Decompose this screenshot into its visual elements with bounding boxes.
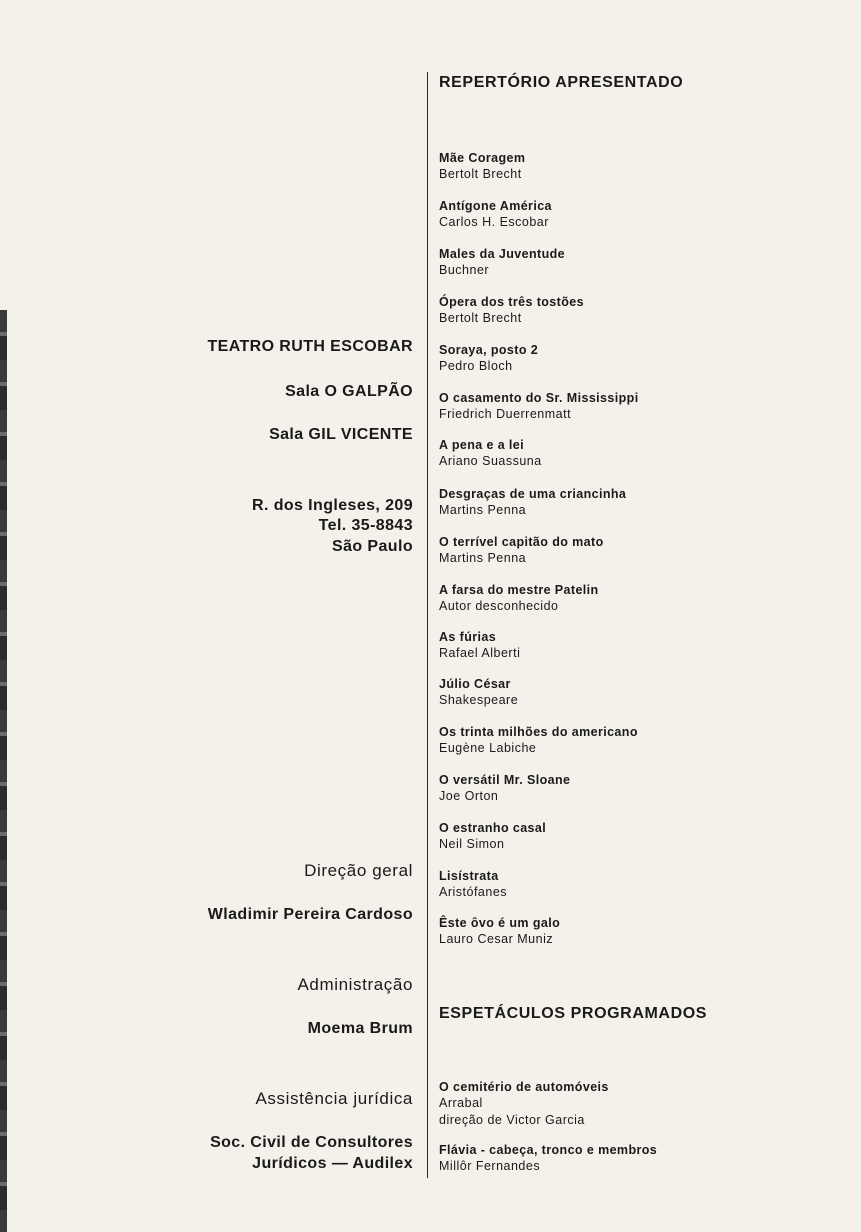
play-author: Pedro Bloch (439, 359, 513, 373)
staff-role: Direção geral (304, 861, 413, 880)
play-title: O versátil Mr. Sloane (439, 773, 571, 787)
play-title: O terrível capitão do mato (439, 535, 604, 549)
binding-edge (0, 310, 7, 1232)
play-author: Millôr Fernandes (439, 1159, 541, 1173)
address-street: R. dos Ingleses, 209 (252, 497, 413, 514)
play-author: Aristófanes (439, 885, 508, 899)
play-title: Êste ôvo é um galo (439, 916, 561, 930)
play-title: A pena e a lei (439, 438, 525, 452)
play-director: direção de Victor Garcia (439, 1113, 585, 1127)
repertoire-heading: REPERTÓRIO APRESENTADO (439, 74, 684, 91)
play-entry (439, 868, 507, 901)
play-entry (439, 342, 538, 375)
play-title: A farsa do mestre Patelin (439, 583, 599, 597)
play-title: O casamento do Sr. Mississippi (439, 391, 639, 405)
play-author: Friedrich Duerrenmatt (439, 407, 572, 421)
play-entry (439, 915, 560, 948)
address-city: São Paulo (332, 538, 413, 555)
play-author: Lauro Cesar Muniz (439, 932, 554, 946)
play-entry (439, 820, 546, 853)
staff-role: Administração (297, 975, 413, 994)
play-title: Júlio César (439, 677, 511, 691)
play-author: Neil Simon (439, 837, 505, 851)
play-entry (439, 294, 584, 327)
play-entry (439, 150, 525, 183)
play-title: Flávia - cabeça, tronco e membros (439, 1143, 658, 1157)
play-entry (439, 246, 565, 279)
play-author: Bertolt Brecht (439, 167, 522, 181)
play-title: Ópera dos três tostões (439, 295, 584, 309)
staff-name: Wladimir Pereira Cardoso (207, 906, 413, 923)
play-entry (439, 486, 626, 519)
staff-name: Jurídicos — Audilex (252, 1155, 413, 1172)
play-author: Martins Penna (439, 503, 527, 517)
play-title: Os trinta milhões do americano (439, 725, 638, 739)
play-author: Eugène Labiche (439, 741, 537, 755)
theatre-name: TEATRO RUTH ESCOBAR (207, 338, 413, 355)
play-author: Ariano Suassuna (439, 454, 542, 468)
play-author: Shakespeare (439, 693, 519, 707)
play-author: Autor desconhecido (439, 599, 559, 613)
play-entry (439, 534, 604, 567)
play-entry (439, 724, 638, 757)
play-entry (439, 582, 599, 615)
play-entry (439, 198, 552, 231)
address-phone: Tel. 35-8843 (318, 517, 413, 534)
play-entry (439, 676, 518, 709)
play-entry (439, 390, 639, 423)
play-author: Rafael Alberti (439, 646, 521, 660)
play-title: Mãe Coragem (439, 151, 526, 165)
play-title: As fúrias (439, 630, 497, 644)
play-title: O cemitério de automóveis (439, 1080, 609, 1094)
play-author: Buchner (439, 263, 490, 277)
play-author: Bertolt Brecht (439, 311, 522, 325)
staff-name: Moema Brum (307, 1020, 413, 1037)
hall-galpao: Sala O GALPÃO (285, 383, 413, 400)
play-title: Males da Juventude (439, 247, 565, 261)
play-title: Desgraças de uma criancinha (439, 487, 627, 501)
hall-gil-vicente: Sala GIL VICENTE (269, 426, 413, 443)
column-divider (427, 72, 428, 1178)
play-entry (439, 772, 570, 805)
play-author: Carlos H. Escobar (439, 215, 549, 229)
staff-name: Soc. Civil de Consultores (210, 1134, 413, 1151)
play-entry (439, 629, 520, 662)
scheduled-heading: ESPETÁCULOS PROGRAMADOS (439, 1005, 708, 1022)
play-title: O estranho casal (439, 821, 547, 835)
play-title: Antígone América (439, 199, 552, 213)
play-author: Martins Penna (439, 551, 527, 565)
play-author: Arrabal (439, 1096, 483, 1110)
play-entry (439, 437, 542, 470)
play-author: Joe Orton (439, 789, 499, 803)
scheduled-entry (439, 1142, 657, 1175)
play-title: Soraya, posto 2 (439, 343, 539, 357)
scheduled-entry (439, 1079, 609, 1129)
staff-role: Assistência jurídica (255, 1089, 413, 1108)
play-title: Lisístrata (439, 869, 499, 883)
